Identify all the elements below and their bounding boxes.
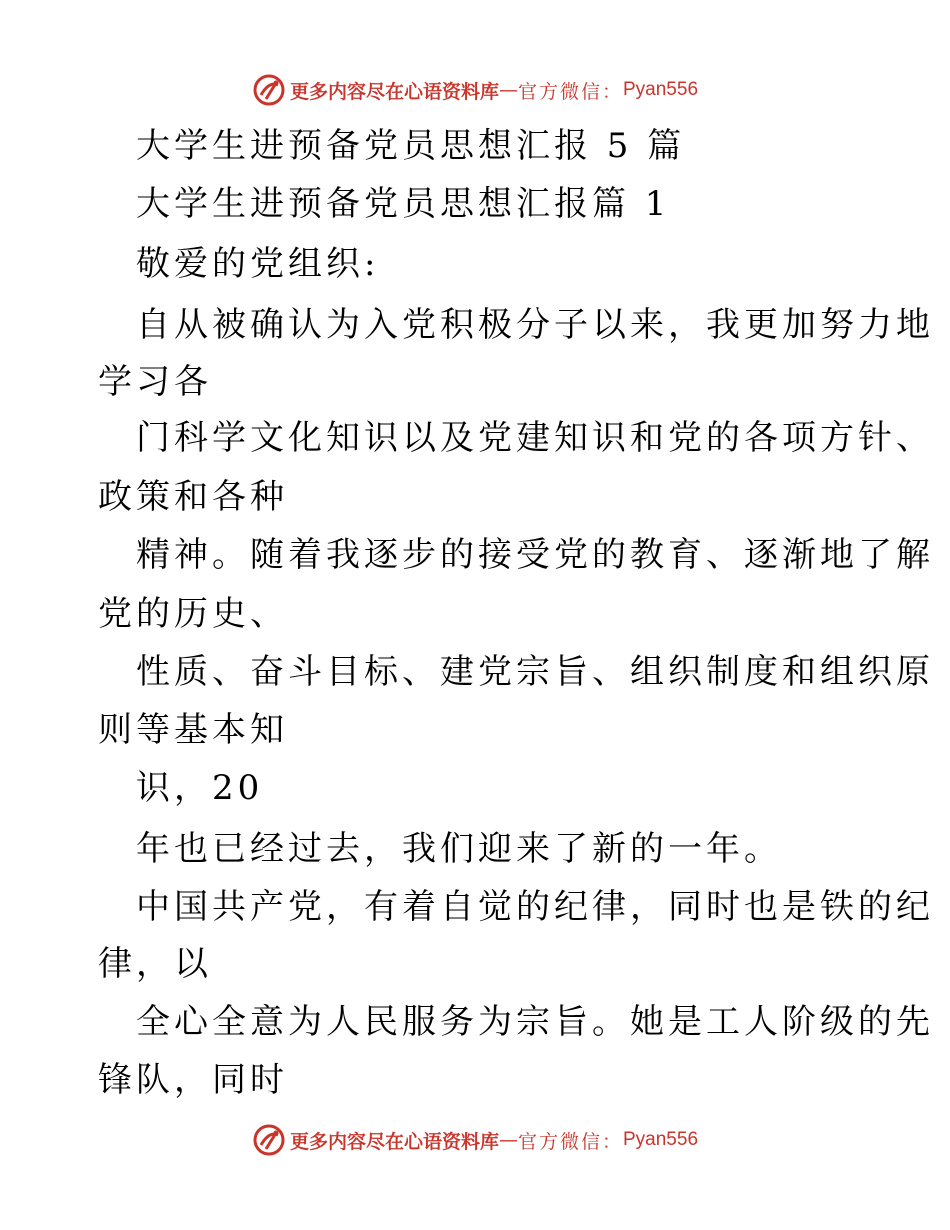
paragraph-line: 年也已经过去，我们迎来了新的一年。 <box>136 829 782 869</box>
paragraph-line: 全心全意为人民服务为宗旨。她是工人阶级的先 <box>136 1002 934 1042</box>
brand-logo-icon <box>252 1123 286 1157</box>
banner-wechat-label: 官方微信： <box>517 80 623 103</box>
paragraph-line: 则等基本知 <box>98 710 288 750</box>
document-title: 大学生进预备党员思想汇报 5 篇 <box>136 126 686 166</box>
paragraph-line: 学习各 <box>98 362 212 402</box>
banner-brand-text: 更多内容尽在心语资料库 <box>289 1130 499 1153</box>
paragraph-line: 政策和各种 <box>98 477 288 517</box>
banner-wechat-id: Pyan556 <box>623 79 699 100</box>
brand-logo-icon <box>252 73 286 107</box>
paragraph-line: 律，以 <box>98 944 212 984</box>
paragraph-line: 门科学文化知识以及党建知识和党的各项方针、 <box>136 418 934 458</box>
banner-separator: — <box>498 1129 518 1151</box>
banner-separator: — <box>498 79 518 101</box>
paragraph-line: 精神。随着我逐步的接受党的教育、逐渐地了解 <box>136 535 934 575</box>
paragraph-line: 识，20 <box>136 768 264 808</box>
paragraph-line: 锋队，同时 <box>98 1060 288 1100</box>
banner-brand-text: 更多内容尽在心语资料库 <box>289 80 499 103</box>
salutation: 敬爱的党组织: <box>136 244 380 284</box>
banner-wechat-id: Pyan556 <box>623 1129 699 1150</box>
footer-banner <box>0 1120 950 1160</box>
paragraph-line: 性质、奋斗目标、建党宗旨、组织制度和组织原 <box>136 652 934 692</box>
paragraph-line: 中国共产党，有着自觉的纪律，同时也是铁的纪 <box>136 887 934 927</box>
paragraph-line: 党的历史、 <box>98 594 288 634</box>
header-banner <box>0 70 950 110</box>
section-heading: 大学生进预备党员思想汇报篇 1 <box>136 184 671 224</box>
banner-wechat-label: 官方微信： <box>517 1130 623 1153</box>
paragraph-line: 自从被确认为入党积极分子以来，我更加努力地 <box>136 305 934 345</box>
